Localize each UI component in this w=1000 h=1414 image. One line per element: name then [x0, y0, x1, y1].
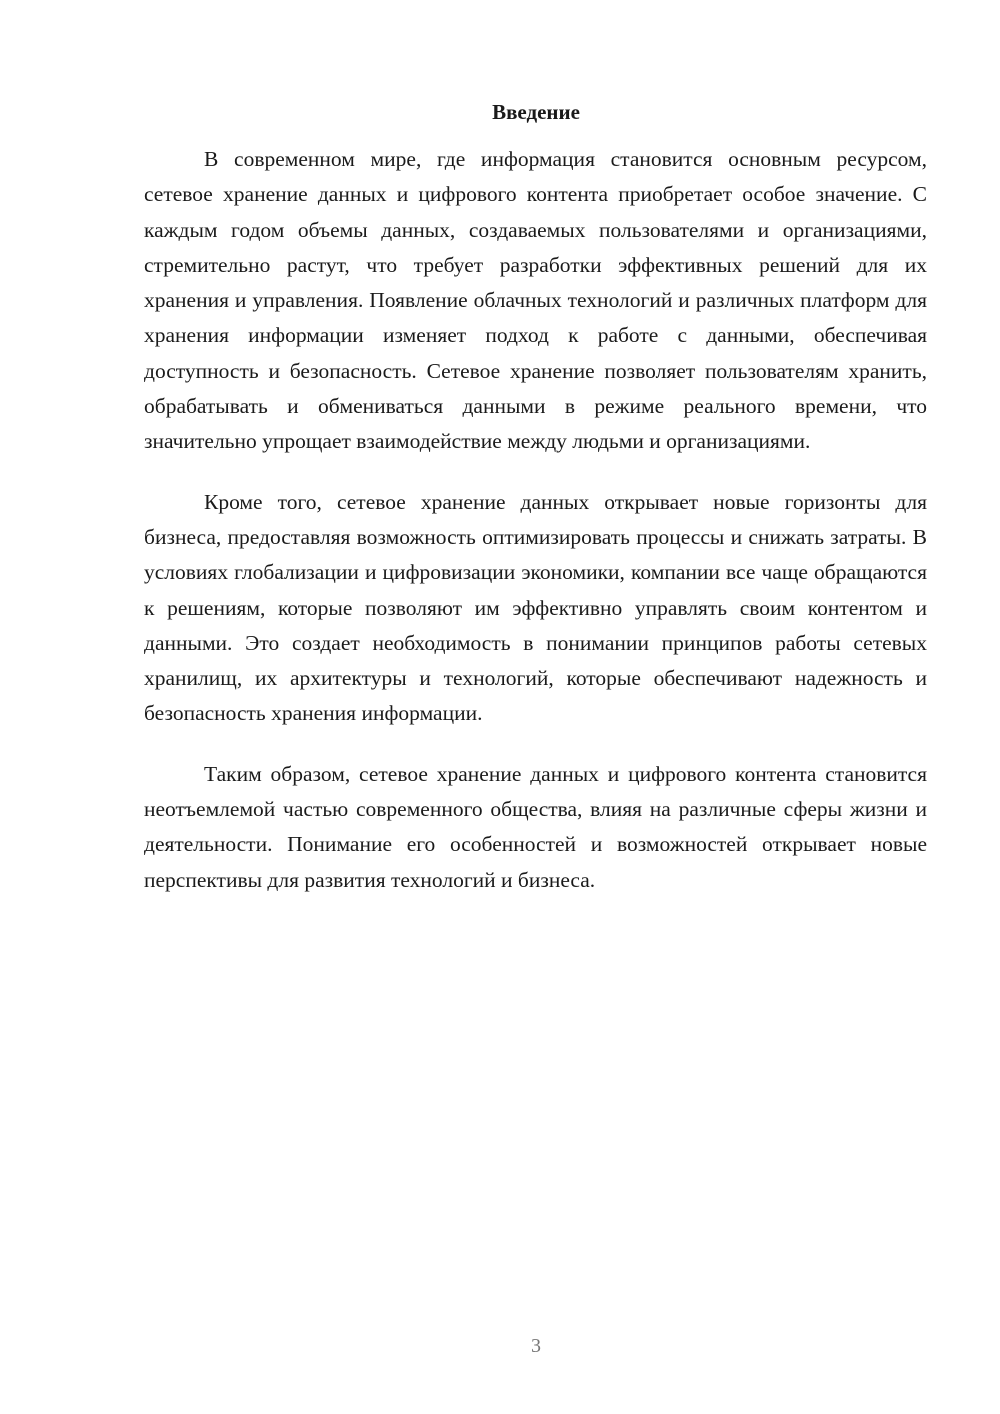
paragraph-1: В современном мире, где информация становится основным ресурсом, сетевое хранение данных и цифрового контента приобретает особое значение. С каждым годом объемы данных, создаваемых пользователями и организациями, стремительно растут, что требует разработки эффективных решений для их хранения и управления. Появление облачных технологий и различных платформ для хранения информации изменяет подход к работе с данными, обеспечивая доступность и безопасность. Сетевое хранение позволяет пользователям хранить, обрабатывать и обмениваться данными в режиме реального времени, что значительно упрощает взаимодействие между людьми и организациями. — [144, 147, 927, 454]
paragraph-3: Таким образом, сетевое хранение данных и цифрового контента становится неотъемлемой частью современного общества, влияя на различные сферы жизни и деятельности. Понимание его особенностей и возможностей открывает новые перспективы для развития технологий и бизнеса. — [144, 761, 927, 892]
section-heading: Введение — [492, 100, 580, 124]
page-number: 3 — [531, 1335, 541, 1357]
body-text — [144, 142, 927, 923]
paragraph-2: Кроме того, сетевое хранение данных открывает новые горизонты для бизнеса, предоставляя возможность оптимизировать процессы и снижать затраты. В условиях глобализации и цифровизации экономики, компании все чаще обращаются к решениям, которые позволяют им эффективно управлять своим контентом и данными. Это создает необходимость в понимании принципов работы сетевых хранилищ, их архитектуры и технологий, которые обеспечивают надежность и безопасность хранения информации. — [144, 489, 927, 726]
